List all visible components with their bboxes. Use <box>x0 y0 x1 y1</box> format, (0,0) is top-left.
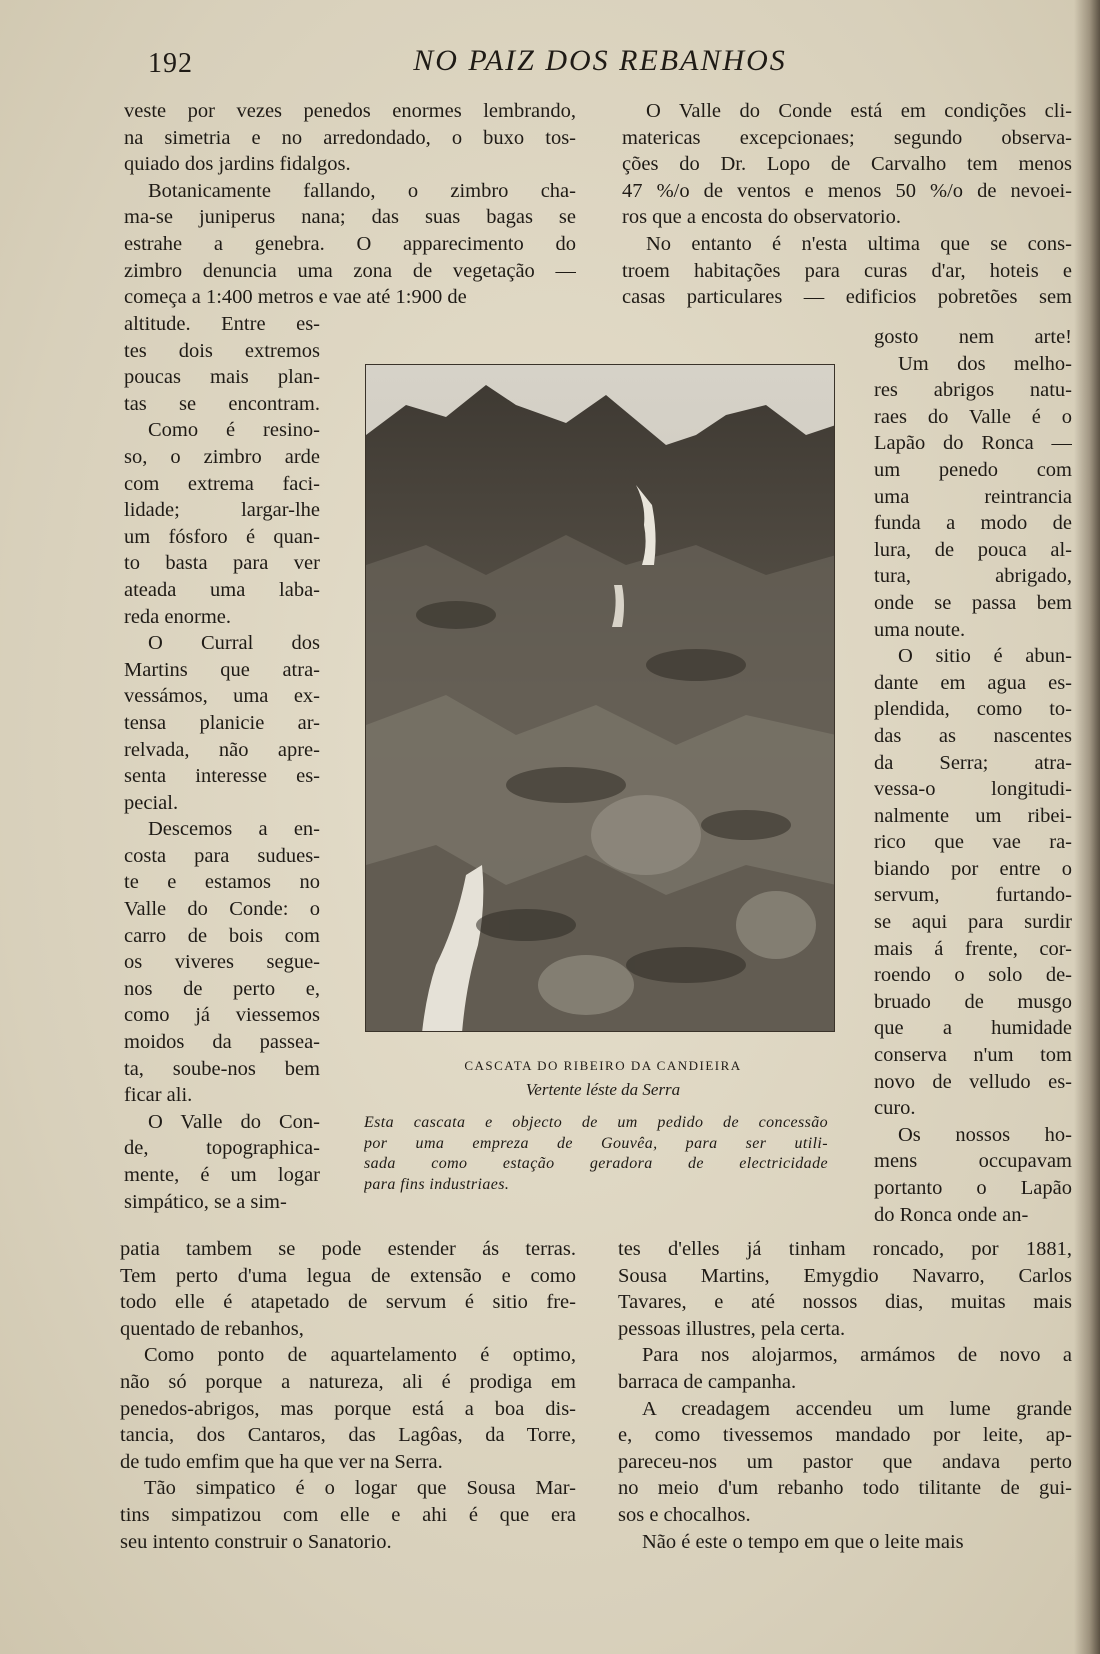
text-line: servum, furtando- <box>874 884 1072 907</box>
text-line: sos e chocalhos. <box>618 1503 751 1526</box>
text-line: costa para sudues- <box>124 844 320 867</box>
text-line: de, topographica- <box>124 1137 320 1160</box>
text-line: tes d'elles já tinham roncado, por 1881, <box>618 1238 1072 1260</box>
text-line: não só porque a natureza, ali é prodiga em <box>120 1370 576 1393</box>
text-line: tancia, dos Cantaros, das Lagôas, da Torre, <box>120 1424 576 1447</box>
left-column-beside-figure <box>124 311 320 1215</box>
right-column-bottom <box>618 1236 1072 1555</box>
text-line: um penedo com <box>874 458 1072 481</box>
text-line: novo de velludo es- <box>874 1070 1072 1093</box>
text-line: zimbro denuncia uma zona de vegetação — <box>124 259 576 282</box>
right-column-beside-figure <box>874 324 1072 1228</box>
text-line: troem habitações para curas d'ar, hoteis e <box>622 259 1072 282</box>
text-line: O Valle do Conde está em condições cli- <box>646 100 1072 122</box>
page-number: 192 <box>148 48 193 79</box>
text-line: um fósforo é quan- <box>124 525 320 548</box>
text-line: Lapão do Ronca — <box>874 432 1072 455</box>
text-line: conserva n'um tom <box>874 1044 1072 1067</box>
text-line: lidade; largar-lhe <box>124 499 320 522</box>
text-line: Tão simpatico é o logar que Sousa Mar- <box>144 1477 576 1500</box>
text-line: 47 %/o de ventos e menos 50 %/o de nevoei- <box>622 179 1072 202</box>
text-line: mens occupavam <box>874 1150 1072 1173</box>
photograph-illustration <box>366 365 835 1032</box>
text-line: e, como tivessemos mandado por leite, ap- <box>618 1424 1072 1447</box>
text-line: A creadagem accendeu um lume grande <box>642 1397 1072 1420</box>
caption-line: para fins industriaes. <box>364 1175 510 1193</box>
text-line: Para nos alojarmos, armámos de novo a <box>642 1344 1072 1367</box>
text-line: ções do Dr. Lopo de Carvalho tem menos <box>622 153 1072 176</box>
text-line: moidos da passea- <box>124 1031 320 1054</box>
text-line: Como ponto de aquartelamento é optimo, <box>144 1344 576 1367</box>
text-line: Valle do Conde: o <box>124 898 320 921</box>
text-line: mais á frente, cor- <box>874 937 1072 960</box>
text-line: das as nascentes <box>874 724 1072 747</box>
text-line: matericas excepcionaes; segundo observa- <box>622 126 1072 149</box>
text-line: pareceu-nos um pastor que andava perto <box>618 1450 1072 1473</box>
text-line: como já viessemos <box>124 1004 320 1027</box>
text-line: ros que a encosta do observatorio. <box>622 206 901 229</box>
figure-caption-body <box>364 1113 828 1195</box>
text-line: tura, abrigado, <box>874 565 1072 588</box>
text-line: vessámos, uma ex- <box>124 685 320 708</box>
text-line: onde se passa bem <box>874 591 1072 614</box>
text-line: ateada uma laba- <box>124 578 320 601</box>
text-line: gosto nem arte! <box>874 326 1072 348</box>
text-line: relvada, não apre- <box>124 738 320 761</box>
text-line: so, o zimbro arde <box>124 445 320 468</box>
text-line: barraca de campanha. <box>618 1370 797 1393</box>
text-line: nos de perto e, <box>124 977 320 1000</box>
text-line: Botanicamente fallando, o zimbro cha- <box>148 179 576 202</box>
text-line: O Valle do Con- <box>148 1110 320 1133</box>
text-line: rico que vae ra- <box>874 831 1072 854</box>
text-line: todo elle é atapetado de servum é sitio fre- <box>120 1291 576 1314</box>
text-line: começa a 1:400 metros e vae até 1:900 de <box>124 286 467 309</box>
text-line: que a humidade <box>874 1017 1072 1040</box>
caption-line: por uma empreza de Gouvêa, para ser utili- <box>364 1134 828 1152</box>
text-line: ficar ali. <box>124 1084 193 1107</box>
text-line: Como é resino- <box>148 419 320 442</box>
caption-line: sada como estação geradora de electricidade <box>364 1155 828 1172</box>
text-line: curo. <box>874 1097 916 1120</box>
text-line: altitude. Entre es- <box>124 313 320 335</box>
text-line: da Serra; atra- <box>874 751 1072 774</box>
text-line: do Ronca onde an- <box>874 1203 1029 1226</box>
text-line: raes do Valle é o <box>874 405 1072 428</box>
text-line: to basta para ver <box>124 552 320 575</box>
text-line: tes dois extremos <box>124 339 320 362</box>
text-line: Martins que atra- <box>124 658 320 681</box>
text-line: lura, de pouca al- <box>874 538 1072 561</box>
caption-line: Esta cascata e objecto de um pedido de concessão <box>364 1114 828 1131</box>
text-line: bruado de musgo <box>874 990 1072 1013</box>
text-line: te e estamos no <box>124 871 320 894</box>
text-line: O sitio é abun- <box>898 645 1072 668</box>
text-line: estrahe a genebra. O apparecimento do <box>124 232 576 255</box>
text-line: vessa-o longitudi- <box>874 778 1072 801</box>
text-line: poucas mais plan- <box>124 366 320 389</box>
text-line: ta, soube-nos bem <box>124 1057 320 1080</box>
text-line: simpático, se a sim- <box>124 1190 287 1213</box>
text-line: senta interesse es- <box>124 765 320 788</box>
text-line: portanto o Lapão <box>874 1177 1072 1199</box>
text-line: casas particulares — edificios pobretões sem <box>622 286 1072 309</box>
text-line: mente, é um logar <box>124 1164 320 1186</box>
text-line: biando por entre o <box>874 857 1072 880</box>
text-line: O Curral dos <box>148 632 320 655</box>
running-head <box>0 44 1100 84</box>
text-line: no meio d'um rebanho todo tilitante de gui- <box>618 1477 1072 1500</box>
text-line: com extrema faci- <box>124 472 320 495</box>
text-line: tensa planicie ar- <box>124 711 320 734</box>
text-line: patia tambem se pode estender ás terras. <box>120 1238 576 1260</box>
text-line: No entanto é n'esta ultima que se cons- <box>646 232 1072 255</box>
text-line: veste por vezes penedos enormes lembrando, <box>124 100 576 122</box>
text-line: Sousa Martins, Emygdio Navarro, Carlos <box>618 1264 1072 1287</box>
text-line: Tavares, e até nossos dias, muitas mais <box>618 1291 1072 1314</box>
left-column-bottom <box>120 1236 576 1555</box>
text-line: carro de bois com <box>124 924 320 947</box>
text-line: quentado de rebanhos, <box>120 1317 304 1340</box>
text-line: pecial. <box>124 791 179 814</box>
text-line: dante em agua es- <box>874 671 1072 694</box>
text-line: Não é este o tempo em que o leite mais <box>642 1530 964 1553</box>
text-line: nalmente um ribei- <box>874 804 1072 827</box>
text-line: tas se encontram. <box>124 392 320 415</box>
text-line: tins simpatizou com elle e ahi é que era <box>120 1503 576 1526</box>
figure-caption-title: CASCATA DO RIBEIRO DA CANDIEIRA <box>464 1058 742 1073</box>
left-column-top <box>124 98 576 311</box>
text-line: res abrigos natu- <box>874 379 1072 402</box>
text-line: de tudo emfim que ha que ver na Serra. <box>120 1450 443 1473</box>
text-line: Os nossos ho- <box>898 1123 1072 1146</box>
text-line: ma-se juniperus nana; das suas bagas se <box>124 206 576 229</box>
text-line: roendo o solo de- <box>874 964 1072 987</box>
text-line: Descemos a en- <box>148 818 320 841</box>
text-line: Tem perto d'uma legua de extensão e como <box>120 1264 576 1287</box>
text-line: uma reintrancia <box>874 485 1072 508</box>
page-gutter-shadow <box>1074 0 1100 1654</box>
waterfall-photograph <box>365 364 835 1032</box>
text-line: Um dos melho- <box>898 352 1072 375</box>
text-line: seu intento construir o Sanatorio. <box>120 1530 392 1553</box>
running-title: NO PAIZ DOS REBANHOS <box>413 44 787 77</box>
text-line: quiado dos jardins fidalgos. <box>124 153 351 176</box>
text-line: plendida, como to- <box>874 698 1072 721</box>
text-line: funda a modo de <box>874 512 1072 535</box>
right-column-top <box>622 98 1072 311</box>
text-line: se aqui para surdir <box>874 911 1072 934</box>
text-line: penedos-abrigos, mas porque está a boa dis- <box>120 1397 576 1420</box>
text-line: uma noute. <box>874 618 966 641</box>
text-line: reda enorme. <box>124 605 231 628</box>
figure-caption-subtitle: Vertente léste da Serra <box>525 1080 681 1099</box>
text-line: na simetria e no arredondado, o buxo tos- <box>124 126 576 149</box>
text-line: pessoas illustres, pela certa. <box>618 1317 846 1340</box>
text-line: os viveres segue- <box>124 951 320 974</box>
